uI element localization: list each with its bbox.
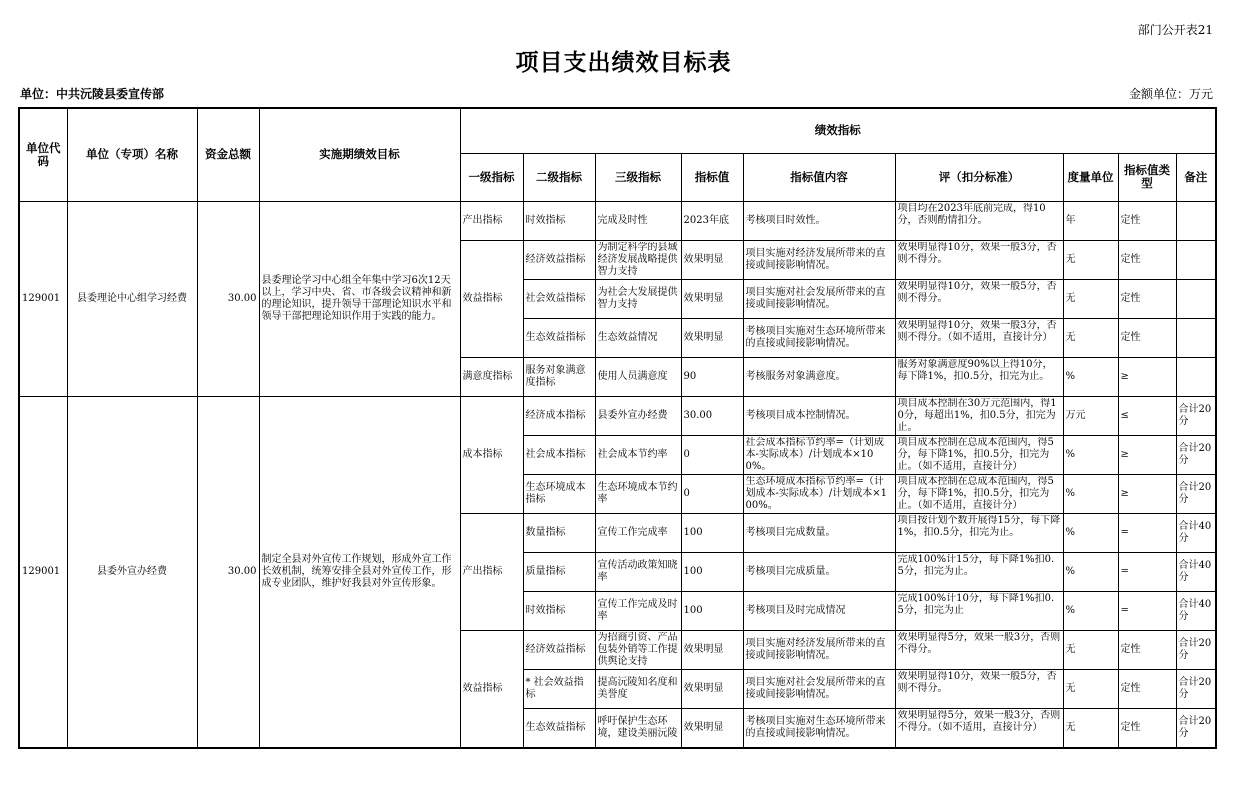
content-text: 考核项目及时完成情况 (745, 604, 846, 616)
criteria-text: 完成100%计10分，每下降1%扣0.5分，扣完为止 (897, 592, 1055, 616)
content-text: 项目实施对经济发展所带来的直接或间接影响情况。 (745, 637, 886, 661)
value-type-cell: ≥ (1118, 474, 1176, 513)
criteria-cell (895, 318, 1063, 357)
level3-text: 宣传工作完成率 (597, 526, 668, 538)
remark-cell (1176, 318, 1216, 357)
value-type-cell: ≤ (1118, 396, 1176, 435)
criteria-text: 效果明显得10分，效果一般5分，否则不得分。 (897, 280, 1057, 304)
criteria-text: 效果明显得10分，效果一般3分，否则不得分。 (897, 241, 1057, 265)
level3-indicator-cell (595, 318, 681, 357)
remark-cell (1176, 357, 1216, 396)
level3-indicator-cell (595, 474, 681, 513)
header-code: 单位代码 (19, 108, 67, 201)
measure-unit-cell: 无 (1063, 708, 1118, 748)
remark-cell (1176, 279, 1216, 318)
header-remark: 备注 (1176, 153, 1216, 201)
criteria-text: 服务对象满意度90%以上得10分，每下降1%，扣0.5分，扣完为止。 (897, 358, 1053, 382)
remark-cell (1176, 240, 1216, 279)
header-value: 指标值 (681, 153, 743, 201)
measure-unit-cell: % (1063, 513, 1118, 552)
header-total: 资金总额 (197, 108, 259, 201)
criteria-cell (895, 435, 1063, 474)
unit-code-cell: 129001 (19, 396, 67, 748)
indicator-content-cell (743, 435, 895, 474)
level2-indicator-cell: 经济成本指标 (523, 396, 595, 435)
content-text: 社会成本指标节约率=（计划成本-实际成本）/计划成本×100%。 (745, 436, 884, 472)
criteria-text: 效果明显得10分，效果一般3分，否则不得分。（如不适用，直接计分） (897, 319, 1057, 343)
indicator-value-cell: 100 (681, 552, 743, 591)
level3-indicator-cell (595, 669, 681, 708)
criteria-cell (895, 357, 1063, 396)
criteria-cell (895, 552, 1063, 591)
header-goal: 实施期绩效目标 (259, 108, 460, 201)
remark-cell: 合计20分 (1176, 669, 1216, 708)
indicator-value-cell: 0 (681, 435, 743, 474)
measure-unit-cell: 无 (1063, 318, 1118, 357)
indicator-value-cell: 30.00 (681, 396, 743, 435)
criteria-text: 项目成本控制在总成本范围内，得5分，每下降1%，扣0.5分，扣完为止。（如不适用，直接计分） (897, 436, 1054, 472)
level2-indicator-cell: 生态环境成本指标 (523, 474, 595, 513)
level3-indicator-cell (595, 201, 681, 240)
level3-text: 使用人员满意度 (597, 370, 668, 382)
level2-indicator-cell: 经济效益指标 (523, 630, 595, 669)
criteria-cell (895, 513, 1063, 552)
measure-unit-cell: 年 (1063, 201, 1118, 240)
indicator-content-cell (743, 396, 895, 435)
header-indicators: 绩效指标 (460, 108, 1216, 153)
measure-unit-cell: 无 (1063, 669, 1118, 708)
indicator-value-cell: 效果明显 (681, 279, 743, 318)
indicator-content-cell (743, 513, 895, 552)
fund-total-cell: 30.00 (197, 396, 259, 748)
criteria-text: 项目按计划个数开展得15分，每下降1%，扣0.5分，扣完为止。 (897, 514, 1061, 538)
remark-cell: 合计40分 (1176, 513, 1216, 552)
level2-indicator-cell: 数量指标 (523, 513, 595, 552)
table-row (19, 396, 1216, 435)
level2-indicator-cell: * 社会效益指标 (523, 669, 595, 708)
indicator-value-cell: 100 (681, 591, 743, 630)
measure-unit-cell: 万元 (1063, 396, 1118, 435)
indicator-content-cell (743, 318, 895, 357)
level1-indicator-cell: 满意度指标 (460, 357, 523, 396)
level2-indicator-cell: 生态效益指标 (523, 708, 595, 748)
value-type-cell: 定性 (1118, 201, 1176, 240)
level3-text: 呼吁保护生态环境，建设美丽沅陵 (597, 715, 678, 739)
value-type-cell: ≥ (1118, 357, 1176, 396)
indicator-value-cell: 效果明显 (681, 669, 743, 708)
performance-table (18, 107, 1217, 749)
criteria-cell (895, 279, 1063, 318)
criteria-cell (895, 240, 1063, 279)
level3-indicator-cell (595, 708, 681, 748)
level2-indicator-cell: 时效指标 (523, 591, 595, 630)
level1-indicator-cell: 产出指标 (460, 201, 523, 240)
content-text: 生态环境成本指标节约率=（计划成本-实际成本）/计划成本×100%。 (745, 475, 887, 511)
measure-unit-cell: % (1063, 474, 1118, 513)
header-name: 单位（专项）名称 (67, 108, 197, 201)
criteria-cell (895, 474, 1063, 513)
level3-text: 社会成本节约率 (597, 448, 668, 460)
project-name-cell: 县委理论中心组学习经费 (67, 201, 197, 396)
content-text: 考核项目实施对生态环境所带来的直接或间接影响情况。 (745, 325, 886, 349)
indicator-value-cell: 90 (681, 357, 743, 396)
value-type-cell: 定性 (1118, 318, 1176, 357)
measure-unit-cell: % (1063, 357, 1118, 396)
content-text: 项目实施对社会发展所带来的直接或间接影响情况。 (745, 286, 886, 310)
level2-indicator-cell: 服务对象满意度指标 (523, 357, 595, 396)
remark-cell: 合计20分 (1176, 396, 1216, 435)
criteria-text: 项目成本控制在总成本范围内，得5分，每下降1%，扣0.5分，扣完为止。（如不适用，直接计分） (897, 475, 1054, 511)
level3-indicator-cell (595, 357, 681, 396)
level2-indicator-cell: 生态效益指标 (523, 318, 595, 357)
level3-text: 为招商引资、产品包装外销等工作提供舆论支持 (597, 631, 678, 667)
indicator-content-cell (743, 552, 895, 591)
level1-indicator-cell: 成本指标 (460, 396, 523, 513)
level3-text: 提高沅陵知名度和美誉度 (597, 676, 678, 700)
measure-unit-cell: % (1063, 435, 1118, 474)
header-measure-unit: 度量单位 (1063, 153, 1118, 201)
page-title: 项目支出绩效目标表 (515, 49, 732, 76)
measure-unit-cell: % (1063, 591, 1118, 630)
criteria-text: 效果明显得10分，效果一般5分，否则不得分。 (897, 670, 1057, 694)
indicator-content-cell (743, 708, 895, 748)
content-text: 考核项目成本控制情况。 (745, 409, 856, 421)
content-text: 考核项目完成质量。 (745, 565, 836, 577)
table-row (19, 201, 1216, 240)
criteria-text: 项目均在2023年底前完成，得10分，否则酌情扣分。 (897, 202, 1046, 226)
indicator-content-cell (743, 669, 895, 708)
criteria-cell (895, 630, 1063, 669)
level3-text: 生态环境成本节约率 (597, 481, 678, 505)
level3-indicator-cell (595, 279, 681, 318)
value-type-cell: 定性 (1118, 669, 1176, 708)
indicator-value-cell: 效果明显 (681, 708, 743, 748)
indicator-value-cell: 效果明显 (681, 630, 743, 669)
indicator-value-cell: 效果明显 (681, 240, 743, 279)
value-type-cell: 定性 (1118, 708, 1176, 748)
project-name-cell: 县委外宣办经费 (67, 396, 197, 748)
measure-unit-cell: 无 (1063, 279, 1118, 318)
remark-cell: 合计20分 (1176, 435, 1216, 474)
indicator-content-cell (743, 357, 895, 396)
level3-indicator-cell (595, 552, 681, 591)
criteria-cell (895, 708, 1063, 748)
level2-indicator-cell: 时效指标 (523, 201, 595, 240)
content-text: 考核项目时效性。 (745, 214, 826, 226)
criteria-text: 效果明显得5分，效果一般3分，否则不得分。 (897, 631, 1061, 655)
measure-unit-cell: 无 (1063, 240, 1118, 279)
level3-indicator-cell (595, 396, 681, 435)
criteria-cell (895, 201, 1063, 240)
remark-cell: 合计20分 (1176, 630, 1216, 669)
indicator-content-cell (743, 474, 895, 513)
value-type-cell: 定性 (1118, 240, 1176, 279)
level3-text: 为社会大发展提供智力支持 (597, 286, 678, 310)
level3-text: 宣传工作完成及时率 (597, 598, 678, 622)
value-type-cell: ≥ (1118, 435, 1176, 474)
measure-unit-cell: % (1063, 552, 1118, 591)
level3-indicator-cell (595, 435, 681, 474)
header-level2: 二级指标 (523, 153, 595, 201)
indicator-value-cell: 100 (681, 513, 743, 552)
indicator-content-cell (743, 240, 895, 279)
level3-indicator-cell (595, 630, 681, 669)
criteria-cell (895, 669, 1063, 708)
criteria-cell (895, 396, 1063, 435)
header-criteria: 评（扣分标准） (895, 153, 1063, 201)
header-content: 指标值内容 (743, 153, 895, 201)
criteria-text: 完成100%计15分，每下降1%扣0.5分，扣完为止。 (897, 553, 1055, 577)
content-text: 考核项目完成数量。 (745, 526, 836, 538)
performance-goal-cell: 制定全县对外宣传工作规划，形成外宣工作长效机制，统筹安排全县对外宣传工作，形成专业团队，维护好我县对外宣传形象。 (259, 396, 460, 748)
unit-code-cell: 129001 (19, 201, 67, 396)
remark-cell: 合计40分 (1176, 552, 1216, 591)
level1-indicator-cell: 产出指标 (460, 513, 523, 630)
header-level1: 一级指标 (460, 153, 523, 201)
indicator-value-cell: 0 (681, 474, 743, 513)
level2-indicator-cell: 社会成本指标 (523, 435, 595, 474)
remark-cell (1176, 201, 1216, 240)
level2-indicator-cell: 社会效益指标 (523, 279, 595, 318)
level1-indicator-cell: 效益指标 (460, 240, 523, 357)
level3-indicator-cell (595, 591, 681, 630)
form-number: 部门公开表21 (1137, 23, 1213, 37)
value-type-cell: = (1118, 513, 1176, 552)
remark-cell: 合计20分 (1176, 708, 1216, 748)
performance-goal-cell: 县委理论学习中心组全年集中学习6次12天以上，学习中央、省、市各级会议精神和新的理论知识，提升领导干部理论知识水平和领导干部把理论知识作用于实践的能力。 (259, 201, 460, 396)
level3-text: 完成及时性 (597, 214, 648, 226)
value-type-cell: 定性 (1118, 630, 1176, 669)
indicator-content-cell (743, 279, 895, 318)
remark-cell: 合计20分 (1176, 474, 1216, 513)
content-text: 项目实施对经济发展所带来的直接或间接影响情况。 (745, 247, 886, 271)
header-value-type: 指标值类型 (1118, 153, 1176, 201)
header-level3: 三级指标 (595, 153, 681, 201)
measure-unit-cell: 无 (1063, 630, 1118, 669)
content-text: 考核服务对象满意度。 (745, 370, 846, 382)
remark-cell: 合计40分 (1176, 591, 1216, 630)
criteria-text: 项目成本控制在30万元范围内，得10分，每超出1%，扣0.5分，扣完为止。 (897, 397, 1057, 433)
level3-indicator-cell (595, 513, 681, 552)
level3-text: 生态效益情况 (597, 331, 658, 343)
level3-indicator-cell (595, 240, 681, 279)
indicator-content-cell (743, 201, 895, 240)
level3-text: 县委外宣办经费 (597, 409, 668, 421)
indicator-content-cell (743, 591, 895, 630)
level2-indicator-cell: 质量指标 (523, 552, 595, 591)
level3-text: 为制定科学的县域经济发展战略提供智力支持 (597, 241, 678, 277)
indicator-content-cell (743, 630, 895, 669)
level2-indicator-cell: 经济效益指标 (523, 240, 595, 279)
criteria-cell (895, 591, 1063, 630)
content-text: 项目实施对社会发展所带来的直接或间接影响情况。 (745, 676, 886, 700)
value-type-cell: = (1118, 591, 1176, 630)
level1-indicator-cell: 效益指标 (460, 630, 523, 748)
value-type-cell: 定性 (1118, 279, 1176, 318)
criteria-text: 效果明显得5分，效果一般3分，否则不得分。（如不适用，直接计分） (897, 709, 1061, 733)
unit-label: 单位：中共沅陵县委宣传部 (20, 87, 165, 101)
content-text: 考核项目实施对生态环境所带来的直接或间接影响情况。 (745, 715, 886, 739)
indicator-value-cell: 效果明显 (681, 318, 743, 357)
value-type-cell: = (1118, 552, 1176, 591)
fund-total-cell: 30.00 (197, 201, 259, 396)
indicator-value-cell: 2023年底 (681, 201, 743, 240)
level3-text: 宣传活动政策知晓率 (597, 559, 678, 583)
money-unit-label: 金额单位：万元 (1128, 87, 1213, 101)
